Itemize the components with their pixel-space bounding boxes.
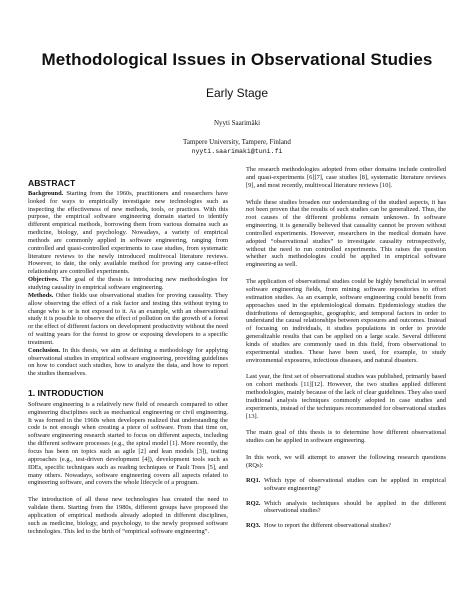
research-question xyxy=(246,522,446,530)
objectives-text: The goal of the thesis is introducing new methodologies for studying causality in empirical software engineering. xyxy=(28,276,228,291)
introduction-heading: 1. INTRODUCTION xyxy=(28,388,104,399)
abstract-conclusion xyxy=(28,347,228,378)
author-block xyxy=(0,118,474,158)
rq-text: How to report the different observational studies? xyxy=(264,522,391,530)
rq-label: RQ1. xyxy=(246,476,261,484)
abstract-background xyxy=(28,190,228,276)
author-affiliation: Tampere University, Tampere, Finland xyxy=(183,137,291,146)
intro-paragraph-1: Software engineering is a relatively new field of research compared to other engineering disciplines such as mechanical engineering or civil engineering. It was formed in the 1960s when developers realized that understanding the code is not enough when creating a piece of software. From that time on, software engineering research started to focus on different aspects, including the different software processes (e.g., the spiral model [1]. More recently, the focus has been on topics such as agile [2] and lean models [3]), testing approaches (e.g., test-driven development [4]), development tools such as IDEs, specific techniques such as reading techniques or Fault Trees [5], and many others. Nowadays, software engineering covers all aspects related to engineering software, and covers the whole lifecycle of a program. xyxy=(28,400,228,487)
right-paragraph-4: Last year, the first set of observational studies was published, primarily based on cohort methods [11][12]. However, the two studies applied different methodologies, mainly because of the lack of clear guidelines. They also used traditional analysis techniques commonly adopted in case studies and experiments, instead of the techniques recommended for observational studies [13]. xyxy=(246,373,446,420)
background-label: Background. xyxy=(28,189,64,197)
right-paragraph-5: The main goal of this thesis is to determine how different observational studies can be applied in software engineering. xyxy=(246,429,446,445)
rq-label: RQ3. xyxy=(246,522,261,530)
research-question xyxy=(246,500,446,516)
rq-text: Which type of observational studies can be applied in empirical software engineering? xyxy=(264,476,446,492)
left-column xyxy=(28,180,228,605)
intro-paragraph-2: The introduction of all these new technologies has created the need to validate them. Starting from the 1980s, different groups have proposed the application of empirical methods already adopted in different disciplines, such as medicine, biology, and psychology, to the newly proposed software technologies. This led to the birth of “empirical software engineering”. xyxy=(28,496,228,535)
right-paragraph-6: In this work, we will attempt to answer the following research questions (RQs): xyxy=(246,454,446,469)
author-name: Nyyti Saarimäki xyxy=(213,119,261,127)
conclusion-label: Conclusion. xyxy=(28,346,61,354)
rq-label: RQ2. xyxy=(246,499,261,507)
paper-subtitle: Early Stage xyxy=(205,86,269,100)
objectives-label: Objectives. xyxy=(28,276,59,284)
paper-title: Methodological Issues in Observational Studies xyxy=(41,50,433,69)
right-paragraph-2: While these studies broaden our understanding of the studied aspects, it has not been proven that the results of such studies can be generalized. Thus, the root causes of the different problems remain unknown. In software engineering, it is generally believed that causality cannot be proven without controlled experiments. However, researchers in the medical domain have adopted “observational studies” to investigate causality retrospectively, without the need to run controlled experiments. This raises the question whether such methodologies could be applied in empirical software engineering as well. xyxy=(246,198,446,269)
author-email: nyyti.saarimaki@tuni.fi xyxy=(191,148,283,155)
methods-label: Methods. xyxy=(28,291,54,299)
conclusion-text: In this thesis, we aim at defining a methodology for applying observational studies in empirical software engineering, providing guidelines on how to conduct such studies, how to analyze the data, and how to report the studies themselves. xyxy=(28,346,228,378)
background-text: Starting from the 1960s, practitioners and researchers have looked for ways to empirically investigate new technologies such as inspecting the effectiveness of new methods, tools, or practices. With this purpose, the empirical software engineering domain started to identify different empirical methods, borrowing them from various domains such as medicine, biology, and psychology. Nowadays, a variety of empirical methods are commonly applied in software engineering, ranging from controlled and quasi-controlled experiments to case studies, from systematic literature reviews to the newly introduced multivocal literature reviews. However, to date, the only available method for proving any cause-effect relationship are controlled experiments. xyxy=(28,189,228,276)
methods-text: Other fields use observational studies for proving causality. They allow observing the effect of a risk factor and testing this without trying to change who is or is not exposed to it. As an example, with an observational study it is possible to observe the effect of pollution on the growth of a forest or the effect of different factors on development productivity without the need of waiting years for the forest to grow or exposing developers to a specific treatment. xyxy=(28,291,228,346)
right-paragraph-3: The application of observational studies could be highly beneficial in several software engineering fields, from mining software repositories to effort estimation studies. As an example, software engineering could benefit from approaches used in the epidemiological domain. Epidemiology studies the distributions of demographic, geographic, and temporal factors in order to understand the causal relationships between exposures and outcomes. Instead of focusing on individuals, it studies populations in order to provide generalizable results that can be applied on a large scale. Several different kinds of studies are commonly used in this field, from observational to experimental studies. These have been used, for example, to study environmental exposures, infectious diseases, and natural disasters. xyxy=(246,278,446,364)
research-question xyxy=(246,477,446,493)
rq-text: Which analysis techniques should be applied in the different observational studies? xyxy=(264,499,446,515)
abstract-objectives xyxy=(28,276,228,292)
right-paragraph-1: The research methodologies adopted from other domains include controlled and quasi-experiments [6][7], case studies [8], systematic literature reviews [9], and most recently, multivocal literature reviews [10]. xyxy=(246,166,446,189)
abstract-methods xyxy=(28,292,228,347)
right-column xyxy=(246,166,446,606)
abstract-heading: ABSTRACT xyxy=(28,180,76,188)
